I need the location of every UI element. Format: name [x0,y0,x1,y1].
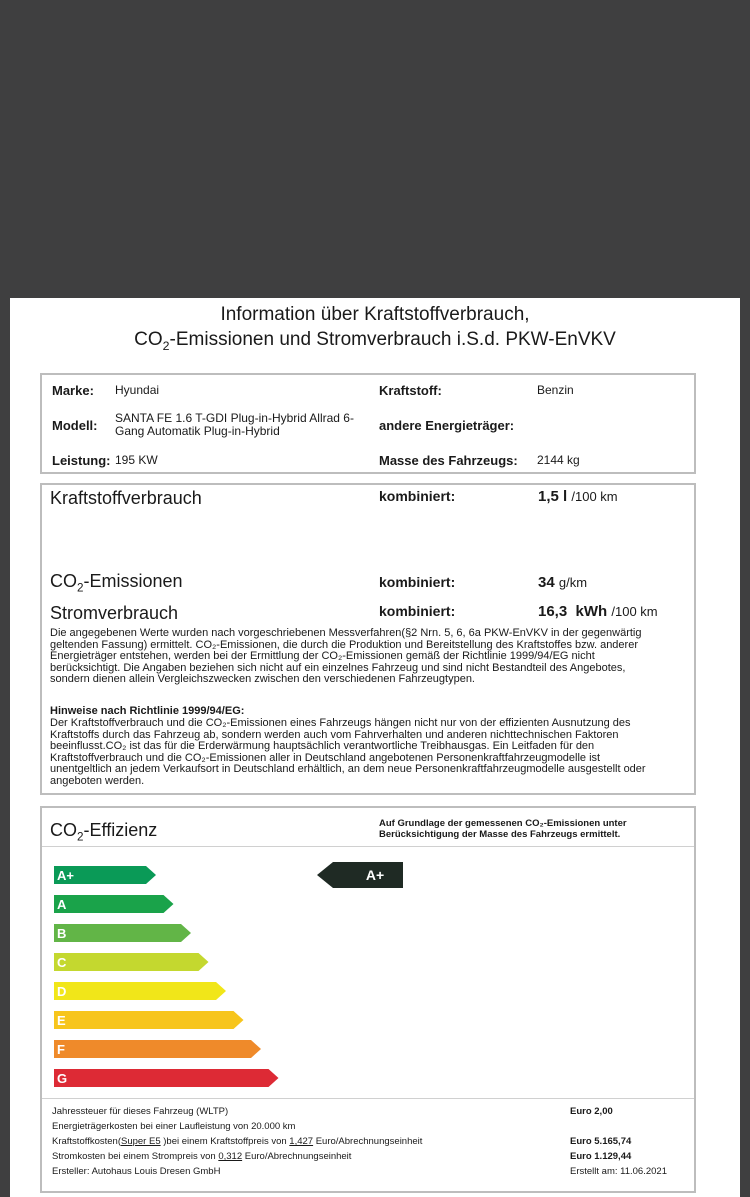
energietraegerkosten-label: Energieträgerkosten bei einer Laufleistung von 20.000 km [52,1121,296,1132]
kraftstoff-value: 1,5 l /100 km [538,488,618,505]
directive-heading: Hinweise nach Richtlinie 1999/94/EG: [50,705,245,717]
efficiency-class-bar-6 [54,1011,246,1029]
jahressteuer-value: Euro 2,00 [570,1106,613,1117]
modell-value-line2: Gang Automatik Plug-in-Hybrid [115,424,280,438]
measurement-note: Die angegebenen Werte wurden nach vorgeschriebenen Messverfahren(§2 Nrn. 5, 6, 6a PKW-EnVKV in der gegenwärtig geltenden Fassung) ermittelt. CO₂-Emissionen, die durch die Produktion und Bereitstellung des Kraftstoffes bzw. anderer Energieträger entstehen, werden bei der Ermittlung der CO₂-Emissionen gemäß der Richtlinie 1999/94/EG nicht berücksichtigt. Die Angaben beziehen sich nicht auf ein einzelnes Fahrzeug und sind nicht Bestandteil des Angebotes, sondern dienen allein Vergleichszwecken zwischen den verschiedenen Fahrzeugtypen. [50,627,642,686]
efficiency-class-shape-5 [54,982,226,1000]
co2-value: 34 g/km [538,574,588,591]
efficiency-basis-note: Auf Grundlage der gemessenen CO₂-Emissionen unter Berücksichtigung der Masse des Fahrzeugs ermittelt. [379,818,627,840]
co2-effizienz-title: $CO_2$-Effizienz [50,820,158,844]
efficiency-class-shape-4 [54,953,209,971]
kraftstoff-kombiniert-label: kombiniert: [379,488,456,504]
title-line-2: $CO_2$-Emissionen und Stromverbrauch i.S.d. PKW-EnVKV [134,329,616,353]
kraftstoffkosten-value: Euro 5.165,74 [570,1136,632,1147]
efficiency-class-bar-3 [54,924,193,942]
efficiency-class-label-5: D [57,984,67,999]
efficiency-class-shape-8 [54,1069,279,1087]
efficiency-class-bar-1 [54,866,158,884]
rating-arrow [317,862,403,888]
leistung-label: Leistung: [52,453,111,468]
andere-energietraeger-label: andere Energieträger: [379,418,515,433]
efficiency-class-label-4: C [57,955,67,970]
modell-value-line1: SANTA FE 1.6 T-GDI Plug-in-Hybrid Allrad 6- [115,411,354,425]
efficiency-class-shape-7 [54,1040,261,1058]
label-sheet [10,298,740,1197]
stromkosten-value: Euro 1.129,44 [570,1151,632,1162]
kraftstoff-value: Benzin [537,383,574,397]
modell-label: Modell: [52,418,98,433]
co2-emissionen-title: $CO_2$-Emissionen [50,571,183,595]
strom-kombiniert-label: kombiniert: [379,603,456,619]
efficiency-class-bar-4 [54,953,211,971]
efficiency-class-label-3: B [57,926,67,941]
efficiency-class-label-8: G [57,1071,68,1086]
footer-divider [42,1098,694,1099]
leistung-value: 195 KW [115,453,158,467]
kraftstoffkosten-label: Kraftstoffkosten(Super E5 )bei einem Kraftstoffpreis von 1,427 Euro/Abrechnungseinheit [52,1136,423,1147]
efficiency-divider [42,846,694,847]
rating-arrow-shape [317,862,403,888]
efficiency-class-label-2: A [57,897,67,912]
marke-value: Hyundai [115,383,160,397]
jahressteuer-label: Jahressteuer für dieses Fahrzeug (WLTP) [52,1106,229,1117]
kraftstoff-label: Kraftstoff: [379,383,442,398]
marke-label: Marke: [52,383,94,398]
kraftstoffverbrauch-title: Kraftstoffverbrauch [50,488,202,508]
ersteller-label: Ersteller: Autohaus Louis Dresen GmbH [52,1166,221,1177]
efficiency-class-bar-8 [54,1069,281,1087]
efficiency-class-label-1: A+ [57,868,74,883]
co2-kombiniert-label: kombiniert: [379,574,456,590]
efficiency-class-shape-3 [54,924,191,942]
efficiency-class-shape-6 [54,1011,244,1029]
directive-note: Der Kraftstoffverbrauch und die CO₂-Emissionen eines Fahrzeugs hängen nicht nur von der effizienten Ausnutzung des Kraftstoffs durch das Fahrzeug ab, sondern werden auch vom Fahrverhalten und anderen nichttechnischen Faktoren beeinflusst.CO₂ ist das für die Erderwärmung hauptsächlich verantwortliche Treibhausgas. Ein Leitfaden für den Kraftstoffverbrauch und die CO₂-Emissionen aller in Deutschland angebotenen Personenkraftfahrzeugmodelle ist unentgeltlich an jedem Verkaufsort in Deutschland erhältlich, an dem neue Personenkraftfahrzeugmodelle ausgestellt oder angeboten werden. [50,717,646,787]
erstellt-am: Erstellt am: 11.06.2021 [570,1166,667,1177]
strom-value: 16,3 kWh /100 km [538,603,658,620]
efficiency-class-shape-2 [54,895,174,913]
rating-arrow-label: A+ [365,867,385,883]
stromkosten-label: Stromkosten bei einem Strompreis von 0,312 Euro/Abrechnungseinheit [52,1151,352,1162]
title-line-1: Information über Kraftstoffverbrauch, [220,304,530,325]
efficiency-class-label-6: E [57,1013,66,1028]
efficiency-class-bar-2 [54,895,176,913]
efficiency-class-label-7: F [57,1042,65,1057]
efficiency-class-bar-5 [54,982,228,1000]
masse-label: Masse des Fahrzeugs: [379,453,518,468]
stromverbrauch-title: Stromverbrauch [50,603,179,623]
masse-value: 2144 kg [537,453,580,467]
efficiency-class-bar-7 [54,1040,263,1058]
